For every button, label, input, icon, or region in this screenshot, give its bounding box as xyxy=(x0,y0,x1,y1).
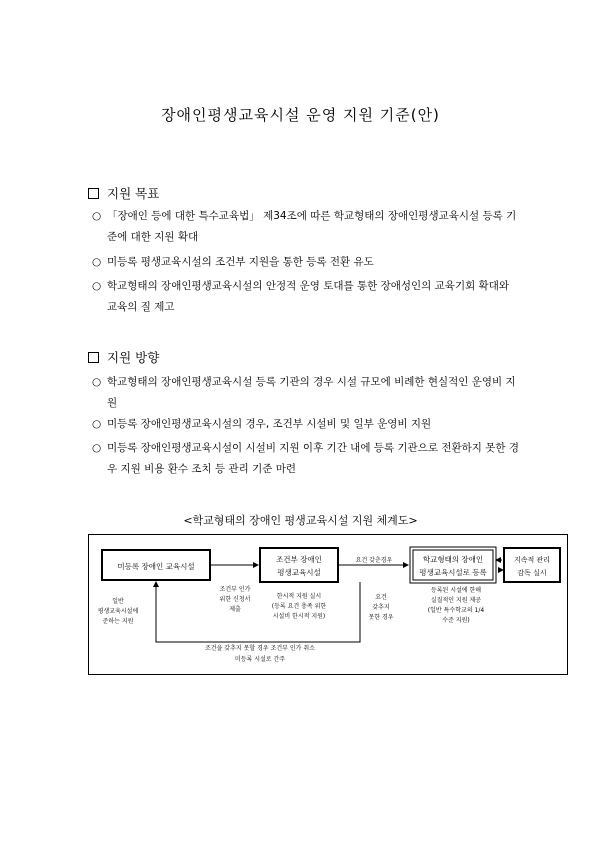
conditional-facility-label: 평생교육시설 xyxy=(277,568,321,577)
registered-facility-label: 평생교육시설로 등록 xyxy=(419,568,487,577)
section-heading-direction xyxy=(88,348,159,366)
circle-bullet-icon: ○ xyxy=(92,256,102,268)
page-title: 장애인평생교육시설 운영 지원 기준(안) xyxy=(161,106,440,124)
management-label: 지속적 관리 xyxy=(513,556,551,564)
square-bullet-icon xyxy=(88,188,99,199)
return-label: 미등록 시설로 간주 xyxy=(234,656,286,663)
general-support-label: 일반 xyxy=(112,598,124,605)
square-bullet-icon xyxy=(88,352,99,363)
registered-facility-box xyxy=(410,547,496,583)
list-item-text: 미등록 장애인평생교육시설의 경우, 조건부 시설비 및 일부 운영비 지원 xyxy=(107,418,432,430)
conditional-facility-label: 조건부 장애인 xyxy=(276,555,322,564)
list-item xyxy=(92,252,522,273)
list-item xyxy=(92,276,522,318)
list-item xyxy=(92,372,522,414)
list-item xyxy=(92,438,522,480)
condition-not-met-label: 요건 xyxy=(375,594,387,601)
support-system-diagram xyxy=(88,534,568,684)
registered-support-label: (일반 특수학교의 1/4 xyxy=(427,607,485,614)
list-item-text: 미등록 장애인평생교육시설이 시설비 지원 이후 기간 내에 등록 기관으로 전환하지 못한 경우 지원 비용 환수 조치 등 관리 기준 마련 xyxy=(107,442,520,475)
list-item-text: 학교형태의 장애인평생교육시설 등록 기관의 경우 시설 규모에 비례한 현실적인 운영비 지원 xyxy=(107,376,516,409)
condition-not-met-label: 갖추지 xyxy=(372,604,390,611)
return-arrow xyxy=(156,582,360,642)
section-heading-text: 지원 방향 xyxy=(107,350,160,365)
conditional-support-label: (등록 요건 충족 위한 xyxy=(271,603,327,610)
list-item-text: 학교형태의 장애인평생교육시설의 안정적 운영 토대를 통한 장애성인의 교육기회 확대와 교육의 질 제고 xyxy=(107,280,509,313)
general-support-label: 준하는 지원 xyxy=(102,618,134,625)
condition-not-met-label: 못한 경우 xyxy=(368,614,394,621)
apply-label: 조건부 인가 xyxy=(219,586,251,593)
condition-met-label: 요건 갖춘경우 xyxy=(355,557,393,564)
registered-facility-label: 학교형태의 장애인 xyxy=(422,555,484,564)
registered-support-label: 실질적인 지원 제공 xyxy=(430,597,482,604)
apply-label: 위한 신청서 xyxy=(219,596,251,603)
general-support-label: 평생교육시설에 xyxy=(97,608,139,615)
list-item xyxy=(92,414,522,435)
conditional-support-label: 한시적 지원 실시 xyxy=(276,593,322,600)
circle-bullet-icon: ○ xyxy=(92,376,102,388)
registered-support-label: 등록된 시설에 한해 xyxy=(430,587,482,594)
management-label: 감독 실시 xyxy=(517,569,547,577)
conditional-support-label: 시설비 한시적 지원) xyxy=(272,613,326,620)
diagram-caption: <학교형태의 장애인 평생교육시설 지원 체계도> xyxy=(183,514,418,527)
list-item-text: 미등록 평생교육시설의 조건부 지원을 통한 등록 전환 유도 xyxy=(107,256,374,268)
registered-support-label: 수준 지원) xyxy=(442,617,470,624)
section-heading-goals xyxy=(88,184,159,202)
unregistered-facility-label: 미등록 장애인 교육시설 xyxy=(117,562,195,571)
return-label: 조건을 갖추지 못할 경우 조건부 인가 취소 xyxy=(205,645,315,652)
circle-bullet-icon: ○ xyxy=(92,442,102,454)
list-item xyxy=(92,206,522,248)
section-heading-text: 지원 목표 xyxy=(107,186,160,201)
apply-label: 제출 xyxy=(229,606,241,613)
circle-bullet-icon: ○ xyxy=(92,280,102,292)
circle-bullet-icon: ○ xyxy=(92,418,102,430)
circle-bullet-icon: ○ xyxy=(92,210,102,222)
list-item-text: 「장애인 등에 대한 특수교육법」 제34조에 따른 학교형태의 장애인평생교육시설 등록 기준에 대한 지원 확대 xyxy=(107,210,517,243)
